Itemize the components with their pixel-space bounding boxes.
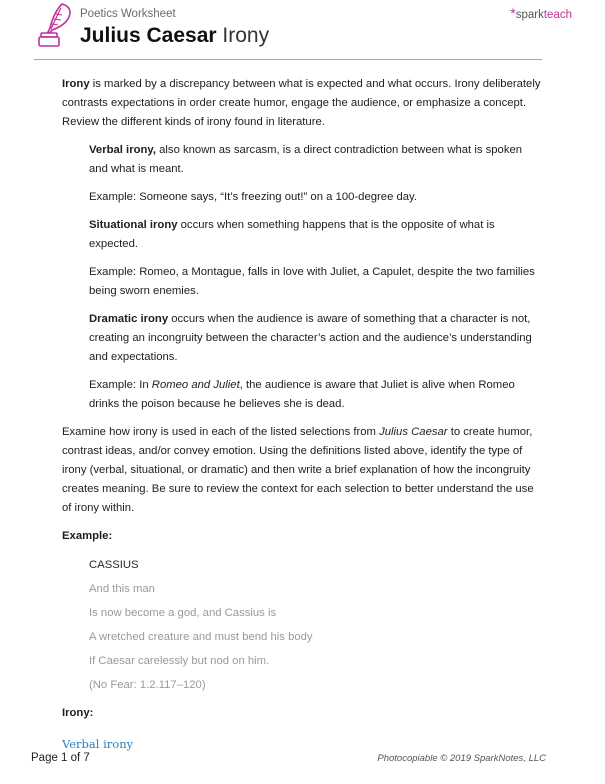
- quote-line: And this man: [89, 583, 155, 595]
- worksheet-subtitle: Poetics Worksheet: [80, 8, 176, 20]
- example-quote: [89, 553, 542, 697]
- copyright-notice: Photocopiable © 2019 SparkNotes, LLC: [377, 753, 546, 764]
- page-title: [80, 24, 269, 48]
- intro-term: Irony: [62, 78, 90, 90]
- situational-term: Situational irony: [89, 219, 178, 231]
- instructions-paragraph: [62, 423, 542, 518]
- brand-spark: spark: [515, 9, 544, 21]
- example-label: Example:: [62, 530, 113, 542]
- quill-inkwell-icon: [34, 2, 74, 48]
- intro-text: is marked by a discrepancy between what is expected and what occurs. Irony deliberately contrasts expectations in order create humor, engage the audience, or emphasize a concept. Review the different kinds of irony found in literature.: [62, 78, 541, 128]
- situational-definition: [89, 216, 542, 254]
- quote-line: If Caesar carelessly but nod on him.: [89, 655, 270, 667]
- dramatic-example: [89, 376, 542, 414]
- irony-label: Irony:: [62, 707, 94, 719]
- dramatic-example-pre: Example: In: [89, 379, 152, 391]
- sparkteach-logo: [510, 5, 572, 21]
- verbal-definition: [89, 141, 542, 179]
- instructions-post: to create humor, contrast ideas, and/or convey emotion. Using the definitions listed above, identify the type of irony (verbal, situational, or dramatic) and then write a brief explanation of how the incongruity creates meaning. Be sure to review the context for each selection to better understand the use of irony within.: [62, 426, 534, 514]
- dramatic-example-post: , the audience is aware that Juliet is alive when Romeo drinks the poison because he believes she is dead.: [89, 379, 515, 410]
- page-header: [0, 0, 605, 62]
- verbal-example: Example: Someone says, “It’s freezing out!” on a 100-degree day.: [89, 191, 418, 203]
- situational-text: occurs when something happens that is the opposite of what is expected.: [89, 219, 495, 250]
- verbal-text: also known as sarcasm, is a direct contradiction between what is spoken and what is meant.: [89, 144, 523, 175]
- quote-speaker: CASSIUS: [89, 559, 139, 571]
- verbal-term: Verbal irony,: [89, 144, 156, 156]
- worksheet-body: [62, 75, 542, 754]
- quote-citation: (No Fear: 1.2.117–120): [89, 679, 206, 691]
- instructions-title: Julius Caesar: [379, 426, 448, 438]
- dramatic-definition: [89, 310, 542, 367]
- intro-paragraph: [62, 75, 542, 132]
- dramatic-example-title: Romeo and Juliet: [151, 379, 240, 391]
- dramatic-text: occurs when the audience is aware of something that a character is not, creating an incongruity between the character’s action and the audience’s understanding and expectations.: [89, 313, 532, 363]
- title-work: Julius Caesar: [80, 24, 217, 47]
- irony-answer: Verbal irony: [62, 737, 134, 751]
- title-topic: Irony: [222, 24, 270, 47]
- page-number: Page 1 of 7: [31, 752, 90, 764]
- instructions-pre: Examine how irony is used in each of the listed selections from: [62, 426, 380, 438]
- quote-line: A wretched creature and must bend his body: [89, 631, 313, 643]
- quote-line: Is now become a god, and Cassius is: [89, 607, 277, 619]
- brand-teach: teach: [543, 9, 572, 21]
- header-divider: [34, 59, 542, 60]
- situational-example: Example: Romeo, a Montague, falls in love with Juliet, a Capulet, despite the two families being sworn enemies.: [89, 266, 535, 297]
- brand-star: *: [510, 5, 516, 21]
- dramatic-term: Dramatic irony: [89, 313, 169, 325]
